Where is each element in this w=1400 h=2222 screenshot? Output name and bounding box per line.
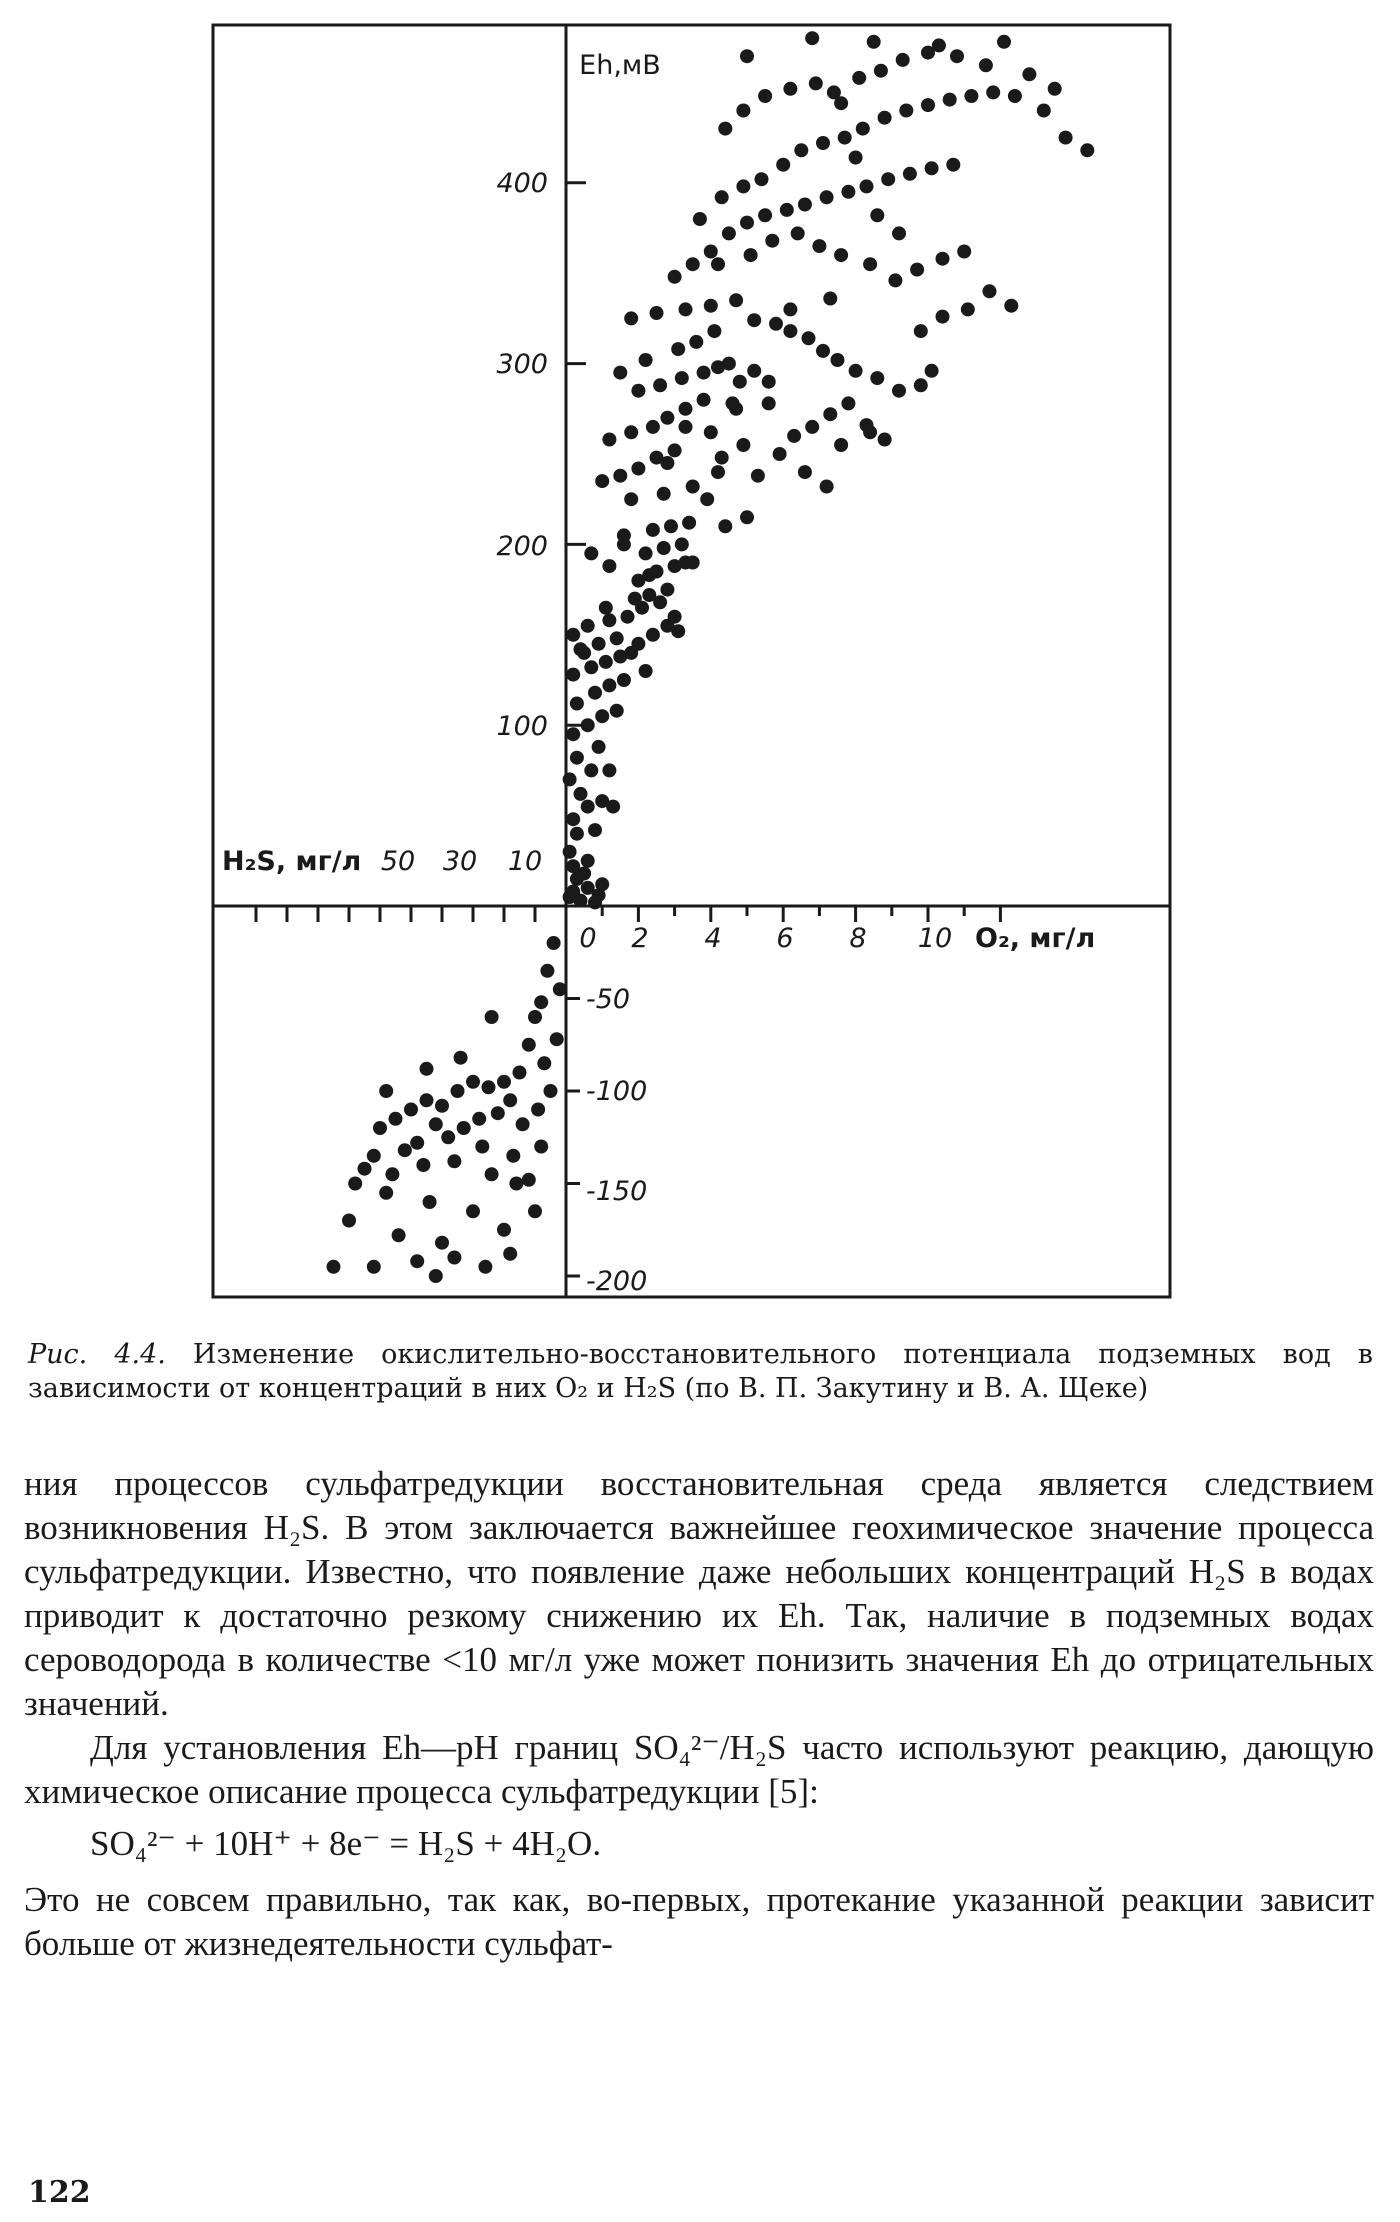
o2-data-point (563, 772, 577, 786)
paragraph-2: Для установления Eh—pH границ SO₄²⁻/H₂S часто используют реакцию, дающую химическое описание процесса сульфатредукции [5]: (24, 1728, 1374, 1811)
o2-data-point (755, 172, 769, 186)
o2-data-point (892, 384, 906, 398)
o2-data-point (574, 787, 588, 801)
h2s-data-point (528, 1204, 542, 1218)
o2-data-point (783, 324, 797, 338)
o2-data-point (805, 420, 819, 434)
reaction-equation: SO₄²⁻ + 10H⁺ + 8e⁻ = H₂S + 4H₂O. (90, 1824, 602, 1863)
o2-data-point (1048, 82, 1062, 96)
o2-data-point (816, 136, 830, 150)
o2-data-point (950, 49, 964, 63)
o2-data-point (740, 510, 754, 524)
o2-data-point (581, 619, 595, 633)
h2s-data-point (392, 1228, 406, 1242)
o2-data-point (733, 375, 747, 389)
o2-data-point (823, 292, 837, 306)
h2s-data-point (367, 1260, 381, 1274)
o2-data-point (943, 93, 957, 107)
o2-data-point (729, 293, 743, 307)
o2-data-point (570, 751, 584, 765)
h2s-data-point (385, 1167, 399, 1181)
h2s-data-point (534, 995, 548, 1009)
o2-data-point (878, 433, 892, 447)
h2s-data-point (420, 1093, 434, 1107)
o2-data-point (639, 353, 653, 367)
h2s-data-point (478, 1260, 492, 1274)
o2-data-point (595, 877, 609, 891)
o2-data-point (809, 76, 823, 90)
o2-data-point (642, 588, 656, 602)
o2-data-point (599, 655, 613, 669)
h2s-data-point (423, 1195, 437, 1209)
h2s-data-point (522, 1038, 536, 1052)
o2-data-point (584, 660, 598, 674)
x-tick-label-6: 6 (776, 923, 794, 954)
o2-data-point (812, 239, 826, 253)
h2s-data-point (389, 1112, 403, 1126)
o2-data-point (932, 38, 946, 52)
y-tick-label-200: 200 (496, 531, 548, 562)
o2-data-point (762, 396, 776, 410)
o2-data-point (624, 425, 638, 439)
o2-data-point (689, 335, 703, 349)
o2-data-point (588, 686, 602, 700)
o2-data-point (704, 299, 718, 313)
paragraph-1: ния процессов сульфатредукции восстановительная среда является следствием возникновения H₂S. В этом заключается важнейшее геохимическое значение процесса сульфатредукции. Известно, что появление даже небольших концентраций H₂S в водах приводит к достаточно резкому снижению их Eh. Так, наличие в подземных водах сероводорода в количестве <10 мг/л уже может понизить значения Eh до отрицательных значений. (24, 1464, 1374, 1723)
o2-data-point (776, 158, 790, 172)
h2s-data-point (509, 1177, 523, 1191)
o2-data-point (624, 646, 638, 660)
h2s-data-point (435, 1099, 449, 1113)
o2-data-point (646, 523, 660, 537)
o2-scatter-points (563, 31, 1095, 909)
o2-data-point (863, 425, 877, 439)
o2-data-point (722, 357, 736, 371)
o2-data-point (849, 151, 863, 165)
o2-data-point (914, 324, 928, 338)
o2-data-point (660, 583, 674, 597)
paragraph-3: Это не совсем правильно, так как, во-первых, протекание указанной реакции зависит больше от жизнедеятельности сульфат- (24, 1880, 1374, 1963)
h2s-data-point (503, 1247, 517, 1261)
o2-data-point (577, 646, 591, 660)
o2-data-point (736, 179, 750, 193)
o2-data-point (910, 263, 924, 277)
o2-data-point (631, 384, 645, 398)
o2-data-point (834, 438, 848, 452)
o2-data-point (773, 447, 787, 461)
o2-data-point (581, 800, 595, 814)
o2-data-point (657, 487, 671, 501)
y-tick-label-100: 100 (496, 711, 548, 742)
o2-data-point (997, 35, 1011, 49)
o2-data-point (874, 64, 888, 78)
h2s-data-point (534, 1140, 548, 1154)
o2-data-point (686, 257, 700, 271)
body-text (24, 1462, 1374, 1966)
o2-data-point (838, 131, 852, 145)
o2-data-point (983, 284, 997, 298)
h2s-data-point (348, 1177, 362, 1191)
o2-data-point (925, 364, 939, 378)
h2s-data-point (429, 1269, 443, 1283)
o2-data-point (668, 270, 682, 284)
o2-data-point (704, 245, 718, 259)
o2-data-point (602, 433, 616, 447)
h2s-data-point (373, 1121, 387, 1135)
h2s-data-point (497, 1075, 511, 1089)
o2-data-point (747, 364, 761, 378)
o2-data-point (570, 827, 584, 841)
h2s-data-point (379, 1084, 393, 1098)
o2-data-point (624, 492, 638, 506)
o2-data-point (834, 248, 848, 262)
o2-data-point (765, 234, 779, 248)
h2s-data-point (506, 1149, 520, 1163)
o2-data-point (831, 353, 845, 367)
o2-data-point (798, 465, 812, 479)
o2-data-point (1022, 67, 1036, 81)
o2-data-point (592, 740, 606, 754)
o2-data-point (646, 628, 660, 642)
o2-data-point (903, 167, 917, 181)
o2-data-point (1037, 104, 1051, 118)
h2s-data-point (491, 1106, 505, 1120)
h2s-data-point (472, 1112, 486, 1126)
o2-data-point (646, 420, 660, 434)
o2-data-point (671, 342, 685, 356)
o2-data-point (715, 190, 729, 204)
h2s-data-point (528, 1010, 542, 1024)
o2-data-point (783, 302, 797, 316)
h2s-data-point (540, 964, 554, 978)
x-tick-label-8: 8 (849, 923, 867, 954)
y-tick-label-neg200: -200 (586, 1266, 648, 1297)
o2-data-point (617, 537, 631, 551)
o2-data-point (697, 393, 711, 407)
o2-data-point (631, 462, 645, 476)
o2-data-point (574, 894, 588, 908)
o2-data-point (870, 208, 884, 222)
o2-data-point (820, 190, 834, 204)
o2-data-point (653, 378, 667, 392)
o2-data-point (852, 71, 866, 85)
h2s-data-point (544, 1084, 558, 1098)
o2-data-point (679, 420, 693, 434)
h2s-data-point (367, 1149, 381, 1163)
o2-data-point (584, 763, 598, 777)
y-tick-label-neg100: -100 (586, 1076, 648, 1107)
o2-data-point (957, 245, 971, 259)
o2-data-point (1059, 131, 1073, 145)
h2s-data-point (553, 982, 567, 996)
o2-data-point (964, 89, 978, 103)
o2-data-point (602, 613, 616, 627)
h2s-tick-label-30: 30 (442, 846, 478, 877)
h2s-data-point (358, 1162, 372, 1176)
x-tick-label-2: 2 (631, 923, 649, 954)
o2-data-point (660, 411, 674, 425)
h2s-tick-label-50: 50 (380, 846, 416, 877)
o2-data-point (610, 704, 624, 718)
o2-data-point (682, 516, 696, 530)
o2-data-point (679, 402, 693, 416)
o2-data-point (946, 158, 960, 172)
o2-data-point (650, 306, 664, 320)
o2-data-point (856, 122, 870, 136)
h2s-data-point (547, 936, 561, 950)
o2-data-point (802, 331, 816, 345)
h2s-data-point (466, 1204, 480, 1218)
o2-data-point (936, 310, 950, 324)
o2-data-point (878, 111, 892, 125)
o2-data-point (628, 592, 642, 606)
o2-data-point (791, 226, 805, 240)
y-axis-label: Eh,мВ (579, 50, 661, 81)
o2-data-point (747, 313, 761, 327)
h2s-data-point (398, 1143, 412, 1157)
o2-data-point (986, 85, 1000, 99)
o2-data-point (736, 104, 750, 118)
h2s-data-point (497, 1223, 511, 1237)
o2-data-point (736, 438, 750, 452)
h2s-data-point (466, 1075, 480, 1089)
x-tick-label-10: 10 (917, 923, 953, 954)
o2-data-point (657, 541, 671, 555)
o2-data-point (606, 800, 620, 814)
o2-data-point (664, 519, 678, 533)
h2s-data-point (447, 1251, 461, 1265)
o2-data-point (899, 104, 913, 118)
o2-data-point (936, 252, 950, 266)
o2-data-point (639, 664, 653, 678)
o2-data-point (751, 469, 765, 483)
h2s-data-point (447, 1154, 461, 1168)
o2-data-point (718, 519, 732, 533)
o2-data-point (961, 302, 975, 316)
figure-caption (28, 1338, 1373, 1406)
h2s-scatter-points (327, 936, 567, 1283)
o2-data-point (914, 378, 928, 392)
o2-data-point (675, 537, 689, 551)
o2-data-point (715, 451, 729, 465)
h2s-data-point (485, 1167, 499, 1181)
o2-data-point (668, 610, 682, 624)
o2-data-point (729, 402, 743, 416)
y-tick-label-300: 300 (496, 349, 548, 380)
o2-data-point (849, 364, 863, 378)
o2-data-point (613, 366, 627, 380)
o2-data-point (867, 35, 881, 49)
o2-data-point (693, 212, 707, 226)
h2s-data-point (485, 1010, 499, 1024)
o2-data-point (613, 469, 627, 483)
h2s-data-point (404, 1103, 418, 1117)
o2-data-point (704, 425, 718, 439)
o2-data-point (566, 628, 580, 642)
o2-data-point (823, 407, 837, 421)
o2-data-point (595, 709, 609, 723)
o2-data-point (816, 344, 830, 358)
o2-data-point (718, 122, 732, 136)
o2-data-point (581, 718, 595, 732)
o2-data-point (602, 678, 616, 692)
o2-data-point (780, 203, 794, 217)
o2-data-point (863, 257, 877, 271)
o2-data-point (711, 257, 725, 271)
o2-data-point (892, 226, 906, 240)
h2s-data-point (342, 1214, 356, 1228)
h2s-data-point (429, 1117, 443, 1131)
o2-data-point (740, 49, 754, 63)
o2-data-point (602, 559, 616, 573)
o2-data-point (841, 396, 855, 410)
o2-data-point (921, 98, 935, 112)
h2s-data-point (503, 1093, 517, 1107)
o2-data-point (758, 208, 772, 222)
y-tick-label-neg50: -50 (586, 984, 631, 1015)
page-number: 122 (28, 2175, 91, 2210)
figure-caption-label: Рис. 4.4. (28, 1339, 166, 1370)
h2s-data-point (550, 1032, 564, 1046)
h2s-data-point (327, 1260, 341, 1274)
o2-data-point (697, 366, 711, 380)
x-tick-label-0: 0 (579, 923, 597, 954)
o2-data-point (888, 273, 902, 287)
h2s-data-point (416, 1158, 430, 1172)
o2-data-point (758, 89, 772, 103)
o2-data-point (841, 185, 855, 199)
o2-data-point (599, 601, 613, 615)
o2-data-point (1008, 89, 1022, 103)
o2-data-point (621, 610, 635, 624)
o2-data-point (722, 226, 736, 240)
h2s-data-point (451, 1084, 465, 1098)
o2-data-point (624, 311, 638, 325)
h2s-data-point (482, 1080, 496, 1094)
o2-data-point (679, 302, 693, 316)
o2-data-point (588, 823, 602, 837)
o2-data-point (744, 248, 758, 262)
o2-data-point (660, 456, 674, 470)
o2-data-point (584, 546, 598, 560)
x-axis-left-label: H₂S, мг/л (222, 846, 362, 877)
h2s-data-point (513, 1066, 527, 1080)
o2-data-point (595, 474, 609, 488)
h2s-data-point (522, 1173, 536, 1187)
o2-data-point (566, 812, 580, 826)
o2-data-point (794, 143, 808, 157)
h2s-data-point (516, 1117, 530, 1131)
x-axis-right-label: O₂, мг/л (975, 923, 1096, 954)
o2-data-point (563, 845, 577, 859)
o2-data-point (581, 854, 595, 868)
o2-data-point (881, 172, 895, 186)
o2-data-point (668, 443, 682, 457)
o2-data-point (639, 546, 653, 560)
plot-frame (213, 25, 1170, 1297)
h2s-data-point (457, 1121, 471, 1135)
h2s-data-point (531, 1103, 545, 1117)
h2s-data-point (441, 1130, 455, 1144)
h2s-data-point (454, 1051, 468, 1065)
o2-data-point (1080, 143, 1094, 157)
o2-data-point (787, 429, 801, 443)
o2-data-point (642, 568, 656, 582)
o2-data-point (783, 82, 797, 96)
o2-data-point (740, 216, 754, 230)
o2-data-point (592, 637, 606, 651)
o2-data-point (566, 727, 580, 741)
y-tick-label-neg150: -150 (586, 1176, 648, 1207)
o2-data-point (566, 668, 580, 682)
o2-data-point (896, 53, 910, 67)
figure-caption-text: Изменение окислительно-восстановительного потенциала подземных вод в зависимости от концентраций в них O₂ и H₂S (по В. П. Закутину и В. А. Щеке) (28, 1339, 1373, 1404)
o2-data-point (820, 480, 834, 494)
o2-data-point (570, 697, 584, 711)
h2s-data-point (537, 1056, 551, 1070)
h2s-data-point (379, 1186, 393, 1200)
x-tick-label-4: 4 (704, 923, 722, 954)
o2-data-point (686, 556, 700, 570)
o2-data-point (805, 31, 819, 45)
o2-data-point (700, 492, 714, 506)
o2-data-point (769, 317, 783, 331)
y-tick-label-400: 400 (496, 168, 548, 199)
o2-data-point (834, 96, 848, 110)
o2-data-point (707, 324, 721, 338)
h2s-data-point (420, 1062, 434, 1076)
h2s-data-point (435, 1236, 449, 1250)
o2-data-point (1004, 299, 1018, 313)
o2-data-point (617, 673, 631, 687)
o2-data-point (762, 375, 776, 389)
h2s-tick-label-10: 10 (507, 846, 543, 877)
h2s-data-point (410, 1254, 424, 1268)
o2-data-point (979, 58, 993, 72)
o2-data-point (711, 465, 725, 479)
o2-data-point (870, 371, 884, 385)
o2-data-point (798, 198, 812, 212)
o2-data-point (686, 480, 700, 494)
h2s-data-point (475, 1140, 489, 1154)
axis-ticks (256, 183, 1000, 1276)
o2-data-point (602, 763, 616, 777)
o2-data-point (675, 371, 689, 385)
h2s-data-point (410, 1136, 424, 1150)
o2-data-point (860, 179, 874, 193)
o2-data-point (671, 624, 685, 638)
o2-data-point (566, 859, 580, 873)
o2-data-point (610, 631, 624, 645)
o2-data-point (925, 161, 939, 175)
